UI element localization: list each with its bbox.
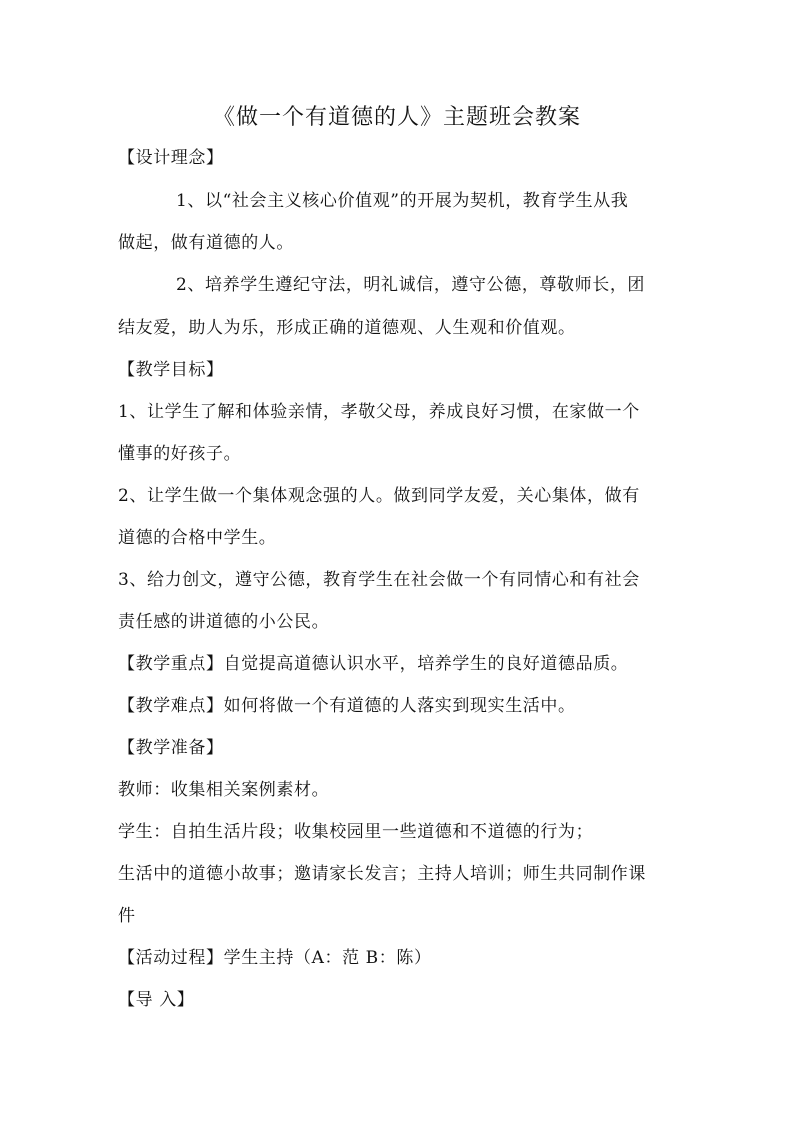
- section-key-point: 【教学重点】自觉提高道德认识水平，培养学生的良好道德品质。: [118, 654, 629, 674]
- paragraph-line: 2、让学生做一个集体观念强的人。做到同学友爱，关心集体，做有: [118, 486, 640, 506]
- section-heading-design-concept: 【设计理念】: [118, 148, 224, 168]
- section-heading-teaching-objectives: 【教学目标】: [118, 360, 224, 380]
- paragraph-line: 生活中的道德小故事；邀请家长发言；主持人培训；师生共同制作课: [118, 864, 646, 884]
- paragraph-line: 1、以“社会主义核心价值观”的开展为契机，教育学生从我: [176, 191, 629, 211]
- paragraph-line: 件: [118, 906, 136, 926]
- section-heading-preparation: 【教学准备】: [118, 738, 224, 758]
- document-title: 《做一个有道德的人》主题班会教案: [212, 105, 581, 130]
- paragraph-line: 3、给力创文，遵守公德，教育学生在社会做一个有同情心和有社会: [118, 570, 640, 590]
- section-heading-introduction: 【导 入】: [118, 990, 195, 1010]
- paragraph-line: 做起，做有道德的人。: [118, 233, 294, 253]
- paragraph-line: 教师：收集相关案例素材。: [118, 780, 330, 800]
- section-activity-process: 【活动过程】学生主持（A：范 B：陈）: [118, 948, 432, 968]
- paragraph-line: 2、培养学生遵纪守法，明礼诚信，遵守公德，尊敬师长，团: [176, 275, 646, 295]
- paragraph-line: 结友爱，助人为乐，形成正确的道德观、人生观和价值观。: [118, 318, 576, 338]
- paragraph-line: 懂事的好孩子。: [118, 444, 242, 464]
- paragraph-line: 1、让学生了解和体验亲情，孝敬父母，养成良好习惯，在家做一个: [118, 402, 640, 422]
- paragraph-line: 道德的合格中学生。: [118, 528, 277, 548]
- paragraph-line: 责任感的讲道德的小公民。: [118, 612, 330, 632]
- section-difficulty: 【教学难点】如何将做一个有道德的人落实到现实生活中。: [118, 696, 576, 716]
- paragraph-line: 学生：自拍生活片段；收集校园里一些道德和不道德的行为；: [118, 822, 594, 842]
